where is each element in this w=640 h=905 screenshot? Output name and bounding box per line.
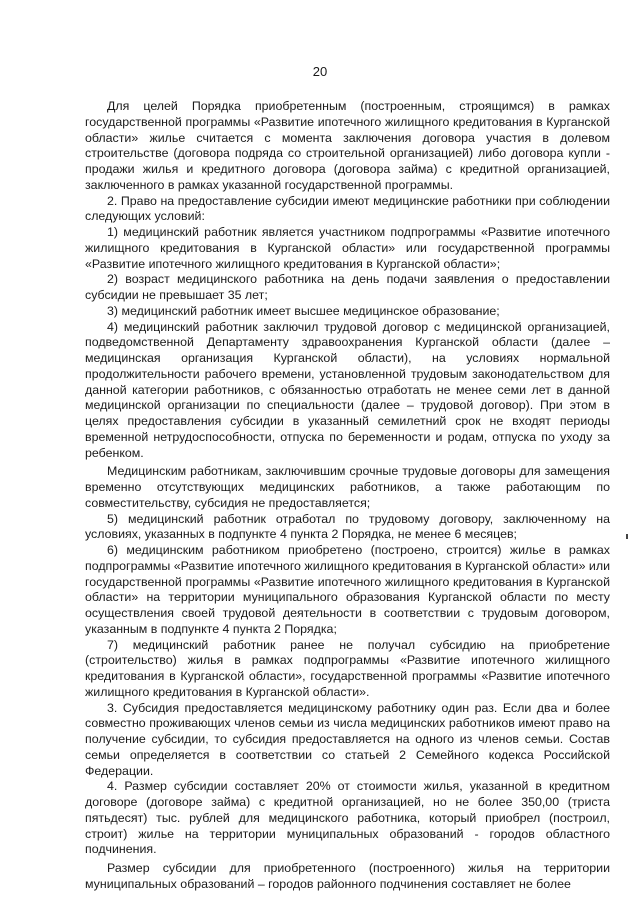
paragraph-condition-5: 5) медицинский работник отработал по трудовому договору, заключенному на условиях, указанных в подпункте 4 пункта 2 Порядка, не менее 6 месяцев; [85,511,610,542]
paragraph-district-cities: Размер субсидии для приобретенного (построенного) жилья на территории муниципальных образований – городов районного подчинения составляет не более [85,861,610,891]
paragraph-condition-2: 2) возраст медицинского работника на день подачи заявления о предоставлении субсидии не превышает 35 лет; [85,272,610,302]
paragraph-condition-7: 7) медицинский работник ранее не получал субсидию на приобретение (строительство) жилья в рамках подпрограммы «Развитие ипотечного жилищного кредитования в Курганской области», государственной программы «Развитие ипотечного жилищного кредитования в Курганской области». [85,637,610,699]
paragraph-condition-3: 3) медицинский работник имеет высшее медицинское образование; [107,303,500,318]
paragraph-clause-3: 3. Субсидия предоставляется медицинскому работнику один раз. Если два и более совместно проживающих членов семьи из числа медицинских работников имеют право на получение субсидии, то субсидия предоставляется на одного из членов семьи. Состав семьи определяется в соответствии со статьей 2 Семейного кодекса Российской Федерации. [85,700,610,778]
paragraph-condition-1: 1) медицинский работник является участником подпрограммы «Развитие ипотечного жилищного кредитования в Курганской области» или государственной программы «Развитие ипотечного жилищного кредитования в Курганской области»; [85,225,610,271]
paragraph-fixed-term-note: Медицинским работникам, заключившим срочные трудовые договоры для замещения временно отсутствующих медицинских работников, а также работающим по совместительству, субсидия не предоставляется; [85,464,610,510]
paragraph-clause-4: 4. Размер субсидии составляет 20% от стоимости жилья, указанной в кредитном договоре (договоре займа) с кредитной организацией, но не более 350,00 (триста пятьдесят) тыс. рублей для медицинского работника, который приобрел (построил, строит) жилье на территории муниципальных образований - городов областного подчинения. [85,779,610,857]
paragraph-definition: Для целей Порядка приобретенным (построенным, строящимся) в рамках государственной программы «Развитие ипотечного жилищного кредитования в Курганской области» жилье считается с момента заключения договора участия в долевом строительстве (договора подряда со строительной организацией) либо договора купли - продажи жилья и кредитного договора (договора займа) с кредитной организацией, заключенного в рамках указанной государственной программы. [85,99,610,192]
paragraph-condition-6: 6) медицинским работником приобретено (построено, строится) жилье в рамках подпрограммы «Развитие ипотечного жилищного кредитования в Курганской области» или государственной программы «Развитие ипотечного жилищного кредитования в Курганской области» на территории муниципального образования Курганской области по месту осуществления своей трудовой деятельности в соответствии с трудовым договором, указанным в подпункте 4 пункта 2 Порядка; [85,543,610,636]
scan-margin-mark [626,534,628,539]
document-body [85,99,610,893]
page-number: 20 [312,64,328,79]
paragraph-clause-2: 2. Право на предоставление субсидии имеют медицинские работники при соблюдении следующих условий: [85,193,610,224]
paragraph-condition-4: 4) медицинский работник заключил трудовой договор с медицинской организацией, подведомственной Департаменту здравоохранения Курганской области (далее – медицинская организация Курганской области), на условиях нормальной продолжительности рабочего времени, установленной трудовым законодательством для данной категории работников, с обязанностью отработать не менее семи лет в данной медицинской организации по специальности (далее – трудовой договор). При этом в целях предоставления субсидии в указанный семилетний срок не входят периоды временной нетрудоспособности, отпуска по беременности и родам, отпуска по уходу за ребенком. [85,319,610,460]
